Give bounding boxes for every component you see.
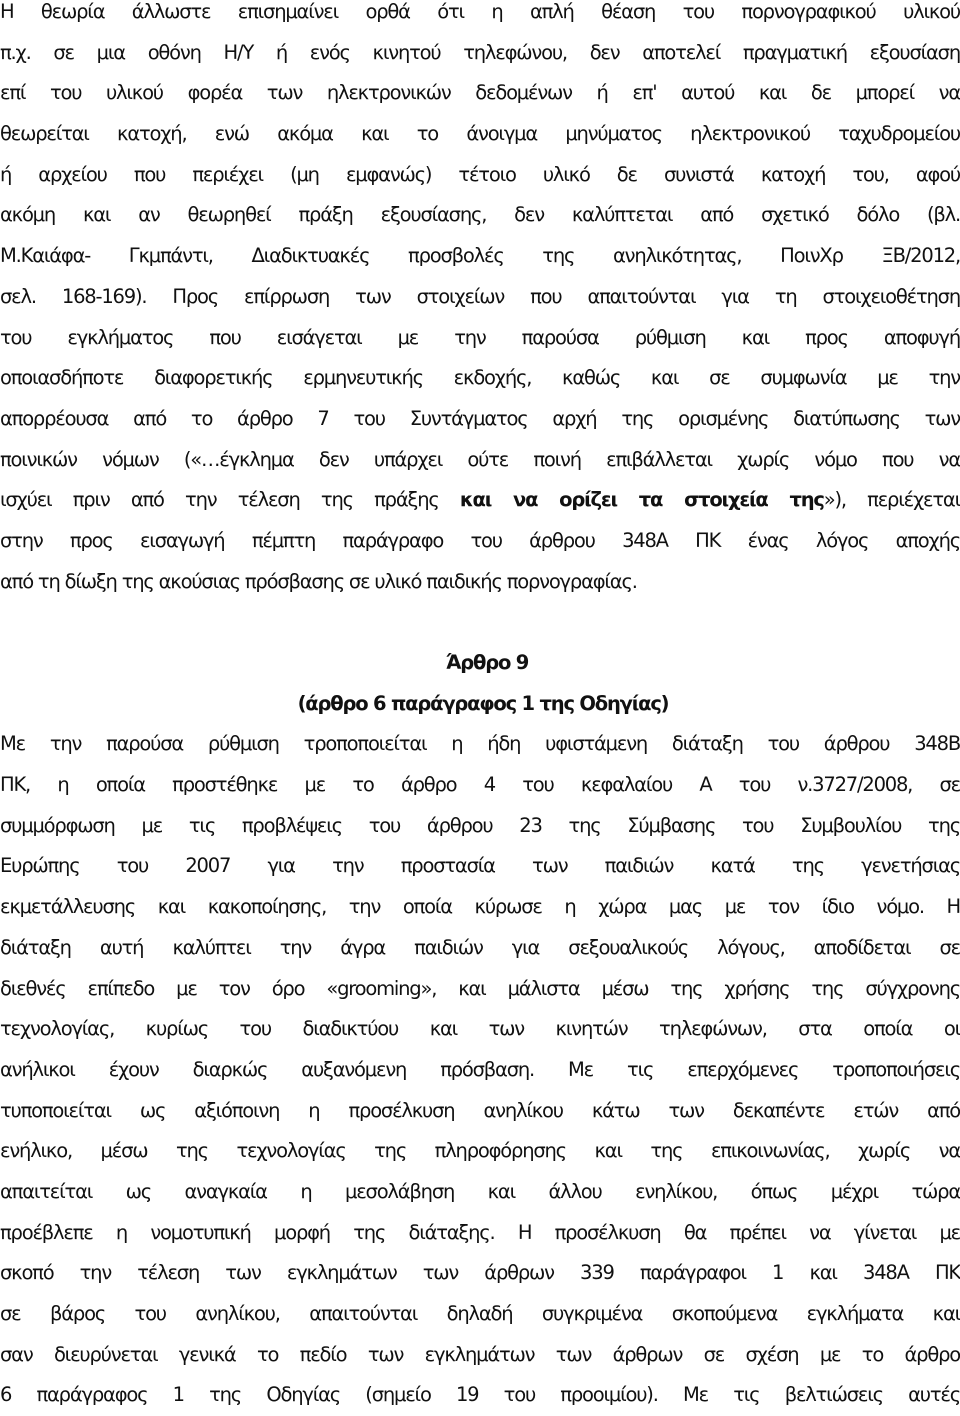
text-line: στην προς εισαγωγή πέμπτη παράγραφο του άρθρου 348Α ΠΚ ένας λόγος αποχής <box>0 528 960 552</box>
text-line: ΠΚ, η οποία προστέθηκε με το άρθρο 4 του κεφαλαίου Α του ν.3727/2008, σε <box>0 773 960 797</box>
blank-line <box>0 602 960 643</box>
bold-text-run: και να ορίζει τα στοιχεία της <box>459 488 824 512</box>
text-line: προέβλεπε η νομοτυπική μορφή της διάταξης. Η προσέλκυση θα πρέπει να γίνεται με <box>0 1220 960 1244</box>
text-line: απαιτείται ως αναγκαία η μεσολάβηση και άλλου ενηλίκου, όπως μέχρι τώρα <box>0 1179 960 1203</box>
text-line: ποινικών νόμων («…έγκλημα δεν υπάρχει ούτε ποινή επιβάλλεται χωρίς νόμο που να <box>0 447 960 471</box>
article-subtitle: (άρθρο 6 παράγραφος 1 της Οδηγίας) <box>297 691 669 715</box>
article-title: Άρθρο 9 <box>445 651 529 674</box>
text-line: ανήλικοι έχουν διαρκώς αυξανόμενη πρόσβαση. Με τις επερχόμενες τροποποιήσεις <box>0 1057 960 1081</box>
text-line: οποιασδήποτε διαφορετικής ερμηνευτικής εκδοχής, καθώς και σε συμφωνία με την <box>0 366 960 390</box>
text-line: ή αρχείου που περιέχει (μη εμφανώς) τέτοιο υλικό δε συνιστά κατοχή του, αφού <box>0 162 960 186</box>
text-line: τυποποιείται ως αξιόποινη η προσέλκυση ανηλίκου κάτω των δεκαπέντε ετών από <box>0 1098 960 1122</box>
text-line: διεθνές επίπεδο με τον όρο «grooming», και μάλιστα μέσω της χρήσης της σύγχρονης <box>0 976 960 1000</box>
text-line: Ευρώπης του 2007 για την προστασία των παιδιών κατά της γενετήσιας <box>0 854 960 878</box>
text-line: απορρέουσα από το άρθρο 7 του Συντάγματος αρχή της ορισμένης διατύπωσης των <box>0 406 960 430</box>
text-line: επί του υλικού φορέα των ηλεκτρονικών δεδομένων ή επ' αυτού και δε μπορεί να <box>0 81 960 105</box>
text-line: π.χ. σε μια οθόνη Η/Υ ή ενός κινητού τηλεφώνου, δεν αποτελεί πραγματική εξουσίαση <box>0 40 960 64</box>
text-line-with-bold <box>0 480 960 521</box>
text-line: ενήλικο, μέσω της τεχνολογίας της πληροφόρησης και της επικοινωνίας, χωρίς να <box>0 1139 960 1163</box>
text-line: Με την παρούσα ρύθμιση τροποποιείται η ήδη υφιστάμενη διάταξη του άρθρου 348Β <box>0 732 960 756</box>
text-line: 6 παράγραφος 1 της Οδηγίας (σημείο 19 του προοιμίου). Με τις βελτιώσεις αυτές <box>0 1383 960 1407</box>
text-line: σαν διευρύνεται γενικά το πεδίο των εγκλημάτων των άρθρων σε σχέση με το άρθρο <box>0 1342 960 1366</box>
text-line: συμμόρφωση με τις προβλέψεις του άρθρου 23 της Σύμβασης του Συμβουλίου της <box>0 813 960 837</box>
text-line: σελ. 168-169). Προς επίρρωση των στοιχείων που απαιτούνται για τη στοιχειοθέτηση <box>0 284 960 308</box>
paragraph-grooming-intro <box>0 0 960 602</box>
text-line: θεωρείται κατοχή, ενώ ακόμα και το άνοιγμα μηνύματος ηλεκτρονικού ταχυδρομείου <box>0 122 960 146</box>
text-line: σε βάρος του ανηλίκου, απαιτούνται δηλαδή συγκριμένα σκοπούμενα εγκλήματα και <box>0 1302 960 1325</box>
text-line: τεχνολογίας, κυρίως του διαδικτύου και των κινητών τηλεφώνων, στα οποία οι <box>0 1017 960 1041</box>
text-run: ισχύει πριν από την τέλεση της πράξης <box>0 488 460 512</box>
text-line: εκμετάλλευσης και κακοποίησης, την οποία κύρωσε η χώρα μας με τον ίδιο νόμο. Η <box>0 895 960 919</box>
text-line: του εγκλήματος που εισάγεται με την παρούσα ρύθμιση και προς αποφυγή <box>0 325 960 349</box>
paragraph-article-9 <box>0 724 960 1416</box>
text-line: σκοπό την τέλεση των εγκλημάτων των άρθρων 339 παράγραφοι 1 και 348Α ΠΚ <box>0 1261 960 1285</box>
text-line: Μ.Καιάφα- Γκμπάντι, Διαδικτυακές προσβολές της ανηλικότητας, ΠοινΧρ ΞΒ/2012, <box>0 244 960 268</box>
text-line: διάταξη αυτή καλύπτει την άγρα παιδιών για σεξουαλικούς λόγους, αποδίδεται σε <box>0 935 960 959</box>
text-run: »), περιέχεται <box>823 488 960 512</box>
text-line: Η θεωρία άλλωστε επισημαίνει ορθά ότι η απλή θέαση του πορνογραφικού υλικού <box>0 0 960 23</box>
text-line: ακόμη και αν θεωρηθεί πράξη εξουσίασης, δεν καλύπτεται από σχετικό δόλο (βλ. <box>0 203 960 227</box>
text-line-last: από τη δίωξη της ακούσιας πρόσβασης σε υλικό παιδικής πορνογραφίας. <box>0 569 637 593</box>
